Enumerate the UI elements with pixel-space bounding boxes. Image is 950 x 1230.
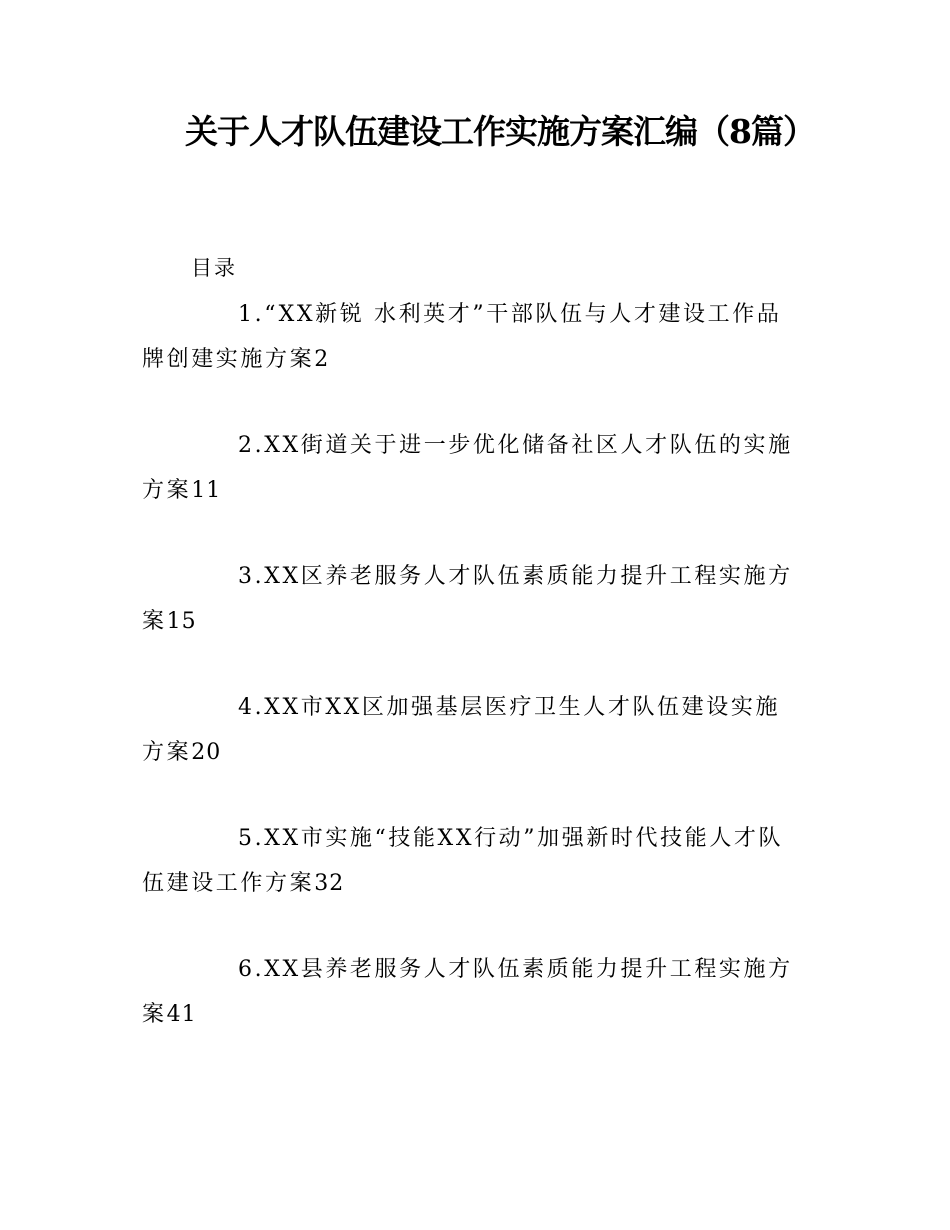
toc-entry-page-number: 2	[314, 347, 330, 372]
toc-entry-title: 1.“XX新锐 水利英才”干部队伍与人才建设工作品牌创建实施方案	[142, 302, 782, 372]
toc-entry[interactable]	[142, 685, 802, 775]
toc-entry[interactable]	[142, 423, 802, 513]
toc-entry-title: 2.XX街道关于进一步优化储备社区人才队伍的实施方案	[142, 433, 793, 503]
table-of-contents	[142, 292, 802, 1078]
toc-entry-page-number: 15	[166, 609, 197, 634]
toc-entry-page-number: 32	[314, 871, 345, 896]
toc-entry[interactable]	[142, 816, 802, 906]
toc-entry-title: 6.XX县养老服务人才队伍素质能力提升工程实施方案	[142, 957, 793, 1027]
toc-entry-title: 3.XX区养老服务人才队伍素质能力提升工程实施方案	[142, 564, 793, 634]
toc-entry-title: 4.XX市XX区加强基层医疗卫生人才队伍建设实施方案	[142, 695, 781, 765]
toc-entry-page-number: 41	[166, 1002, 197, 1027]
toc-heading: 目录	[191, 256, 237, 280]
toc-entry[interactable]	[142, 947, 802, 1037]
toc-entry-page-number: 11	[191, 478, 222, 503]
toc-entry[interactable]	[142, 554, 802, 644]
toc-entry-title: 5.XX市实施“技能XX行动”加强新时代技能人才队伍建设工作方案	[142, 826, 784, 896]
toc-entry[interactable]	[142, 292, 802, 382]
document-title: 关于人才队伍建设工作实施方案汇编（8篇）	[185, 112, 815, 151]
toc-entry-page-number: 20	[191, 740, 222, 765]
